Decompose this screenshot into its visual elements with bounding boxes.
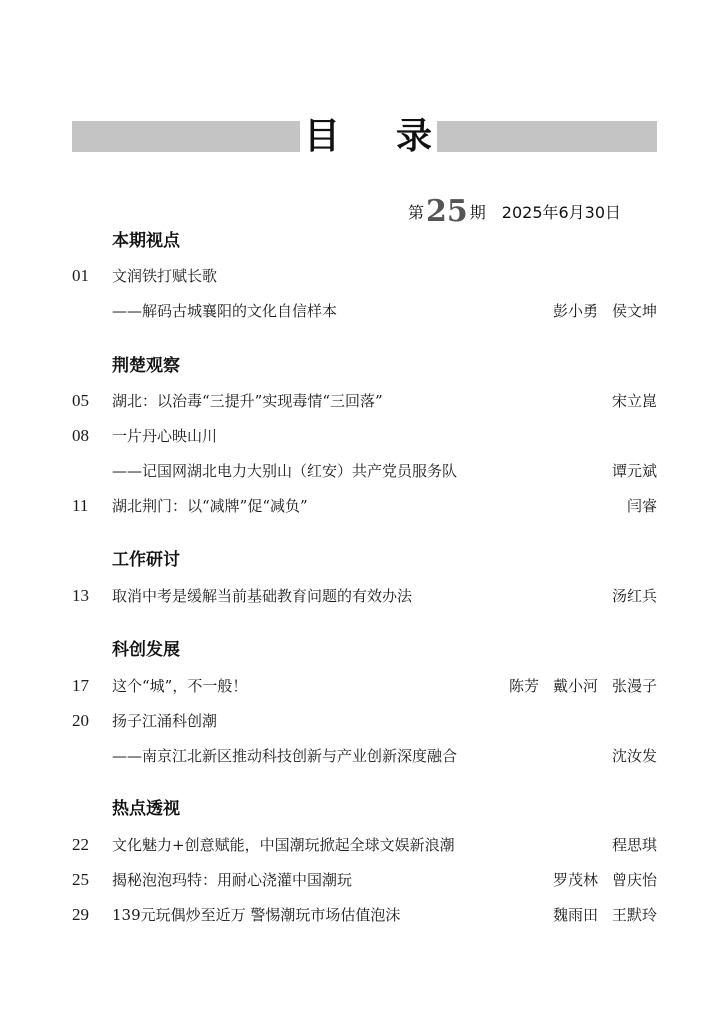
entry-page: 01 [72, 266, 89, 285]
author: 沈汝发 [611, 747, 657, 765]
toc-entry[interactable] [72, 424, 657, 448]
toc-entry[interactable] [72, 459, 657, 483]
entry-title: 这个“城”，不一般！ [112, 677, 248, 695]
toc-entry[interactable] [72, 584, 657, 608]
entry-authors [612, 833, 657, 857]
toc-entry[interactable] [72, 264, 657, 288]
title-char: 目 [304, 116, 341, 157]
section-title: 荆楚观察 [112, 356, 180, 376]
entry-page: 20 [72, 711, 89, 730]
title-bar-right [437, 121, 657, 152]
author: 宋立崑 [611, 392, 657, 410]
author: 王默玲 [611, 906, 657, 924]
issue-info [408, 190, 622, 229]
author: 陈芳 [508, 677, 539, 695]
entry-title: 139元玩偶炒至近万 警惕潮玩市场估值泡沫 [112, 906, 401, 924]
issue-suffix: 期 [469, 203, 486, 222]
entry-authors [612, 584, 657, 608]
author: 汤红兵 [611, 587, 657, 605]
author: 罗茂林 [552, 871, 598, 889]
toc-entry[interactable] [72, 494, 657, 518]
issue-prefix: 第 [408, 203, 425, 222]
entry-title: 湖北荆门：以“减牌”促“减负” [112, 497, 308, 515]
entry-title: 揭秘泡泡玛特：用耐心浇灌中国潮玩 [112, 871, 353, 889]
entry-authors [612, 744, 657, 768]
entry-authors [553, 868, 657, 892]
section-title: 热点透视 [112, 799, 180, 819]
issue-number: 25 [426, 194, 468, 229]
toc-entry[interactable] [72, 903, 657, 927]
entry-authors [612, 389, 657, 413]
author: 张漫子 [611, 677, 657, 695]
entry-page: 17 [72, 676, 89, 695]
entry-page: 22 [72, 835, 89, 854]
entry-authors [509, 674, 657, 698]
issue-date: 2025年6月30日 [501, 203, 622, 222]
section-title: 工作研讨 [112, 550, 180, 570]
toc-entry[interactable] [72, 833, 657, 857]
author: 侯文坤 [611, 302, 657, 320]
entry-authors [553, 903, 657, 927]
toc-entry[interactable] [72, 709, 657, 733]
entry-subtitle: ——南京江北新区推动科技创新与产业创新深度融合 [112, 747, 458, 765]
entry-page: 11 [72, 496, 89, 515]
page-title [304, 118, 432, 156]
entry-title: 文化魅力+创意赋能，中国潮玩掀起全球文娱新浪潮 [112, 836, 455, 854]
entry-page: 08 [72, 426, 89, 445]
toc-entry[interactable] [72, 299, 657, 323]
entry-authors [612, 459, 657, 483]
entry-authors [627, 494, 657, 518]
section-title: 本期视点 [112, 231, 180, 251]
entry-page: 05 [72, 391, 89, 410]
entry-page: 13 [72, 586, 89, 605]
entry-title: 扬子江涌科创潮 [112, 712, 218, 730]
title-char: 录 [395, 116, 432, 157]
author: 闫睿 [626, 497, 657, 515]
author: 曾庆怡 [611, 871, 657, 889]
entry-authors [553, 299, 657, 323]
section-title: 科创发展 [112, 640, 180, 660]
author: 魏雨田 [552, 906, 598, 924]
author: 程思琪 [611, 836, 657, 854]
entry-page: 25 [72, 870, 89, 889]
author: 戴小河 [552, 677, 598, 695]
entry-title: 取消中考是缓解当前基础教育问题的有效办法 [112, 587, 413, 605]
author: 彭小勇 [552, 302, 598, 320]
entry-title: 湖北：以治毒“三提升”实现毒情“三回落” [112, 392, 383, 410]
toc-entry[interactable] [72, 389, 657, 413]
entry-title: 一片丹心映山川 [112, 427, 218, 445]
author: 谭元斌 [611, 462, 657, 480]
entry-page: 29 [72, 905, 89, 924]
title-bar-left [72, 121, 300, 152]
toc-entry[interactable] [72, 674, 657, 698]
entry-title: 文润铁打赋长歌 [112, 267, 218, 285]
entry-subtitle: ——记国网湖北电力大别山（红安）共产党员服务队 [112, 462, 458, 480]
toc-title-band [72, 118, 657, 156]
toc-entry[interactable] [72, 868, 657, 892]
entry-subtitle: ——解码古城襄阳的文化自信样本 [112, 302, 338, 320]
toc-entry[interactable] [72, 744, 657, 768]
